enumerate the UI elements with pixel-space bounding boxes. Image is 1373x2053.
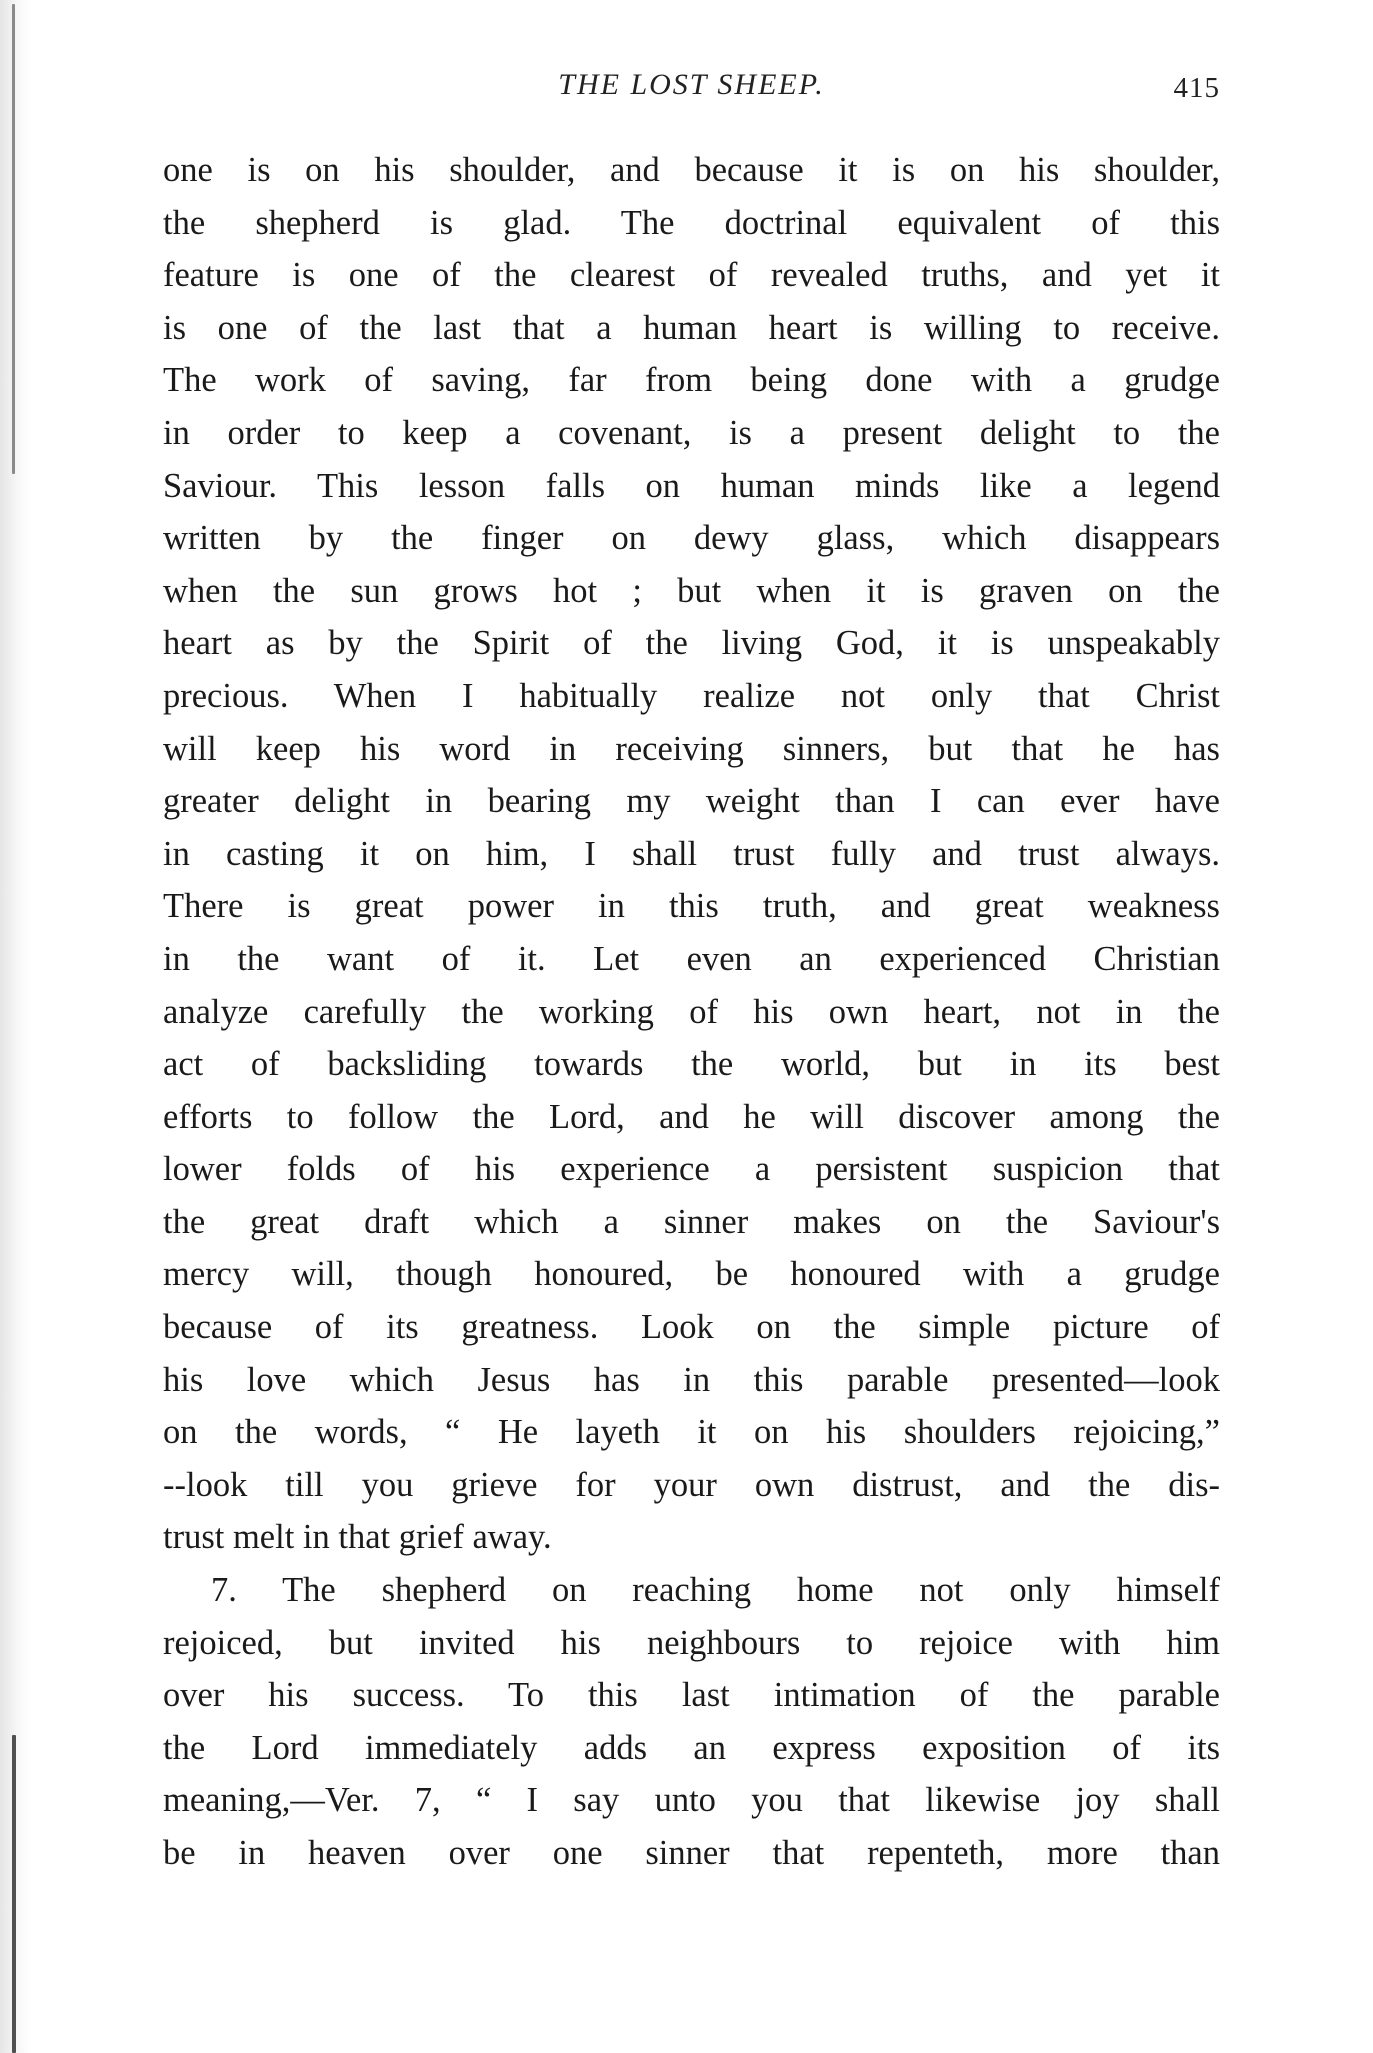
text-line: act of backsliding towards the world, but in its best xyxy=(163,1045,1220,1084)
text-line: the Lord immediately adds an express exposition of its xyxy=(163,1728,1220,1767)
paragraph-first-line: 7. The shepherd on reaching home not only himself xyxy=(211,1571,1220,1610)
text-line: greater delight in bearing my weight than I can ever have xyxy=(163,782,1220,821)
text-line: heart as by the Spirit of the living God, it is unspeakably xyxy=(163,624,1220,663)
text-line: the shepherd is glad. The doctrinal equivalent of this xyxy=(163,203,1220,242)
text-line: precious. When I habitually realize not only that Christ xyxy=(163,676,1220,715)
text-line: Saviour. This lesson falls on human minds like a legend xyxy=(163,466,1220,505)
paragraph-last-line: trust melt in that grief away. xyxy=(163,1518,552,1557)
text-line: There is great power in this truth, and great weakness xyxy=(163,887,1220,926)
text-line: on the words, “ He layeth it on his shoulders rejoicing,” xyxy=(163,1413,1220,1452)
text-line: his love which Jesus has in this parable presented—look xyxy=(163,1360,1220,1399)
text-line: in the want of it. Let even an experienced Christian xyxy=(163,939,1220,978)
text-line: --look till you grieve for your own distrust, and the dis- xyxy=(163,1465,1220,1504)
text-line: will keep his word in receiving sinners, but that he has xyxy=(163,729,1220,768)
text-line: is one of the last that a human heart is willing to receive. xyxy=(163,308,1220,347)
text-line: one is on his shoulder, and because it is on his shoulder, xyxy=(163,151,1220,189)
text-line: in casting it on him, I shall trust fully and trust always. xyxy=(163,834,1220,873)
text-line: mercy will, though honoured, be honoured with a grudge xyxy=(163,1255,1220,1294)
text-line: written by the finger on dewy glass, which disappears xyxy=(163,519,1220,558)
text-line: lower folds of his experience a persistent suspicion that xyxy=(163,1150,1220,1189)
text-line: efforts to follow the Lord, and he will discover among the xyxy=(163,1097,1220,1136)
text-line: The work of saving, far from being done with a grudge xyxy=(163,361,1220,400)
body-text xyxy=(163,144,1220,1880)
text-line: over his success. To this last intimation of the parable xyxy=(163,1676,1220,1715)
binding-edge-bottom xyxy=(12,1735,16,2053)
text-line: rejoiced, but invited his neighbours to rejoice with him xyxy=(163,1623,1220,1662)
text-line: analyze carefully the working of his own heart, not in the xyxy=(163,992,1220,1031)
text-line: feature is one of the clearest of revealed truths, and yet it xyxy=(163,256,1220,295)
page-header xyxy=(163,68,1220,118)
text-line: meaning,—Ver. 7, “ I say unto you that likewise joy shall xyxy=(163,1781,1220,1820)
text-line: in order to keep a covenant, is a present delight to the xyxy=(163,413,1220,452)
text-line: be in heaven over one sinner that repenteth, more than xyxy=(163,1834,1220,1872)
text-line: when the sun grows hot ; but when it is graven on the xyxy=(163,571,1220,610)
text-line: because of its greatness. Look on the simple picture of xyxy=(163,1308,1220,1347)
binding-edge-top xyxy=(12,4,15,474)
running-title: THE LOST SHEEP. xyxy=(558,68,825,101)
page-number: 415 xyxy=(1173,72,1220,104)
spine-shadow xyxy=(0,0,32,2053)
text-line: the great draft which a sinner makes on the Saviour's xyxy=(163,1202,1220,1241)
